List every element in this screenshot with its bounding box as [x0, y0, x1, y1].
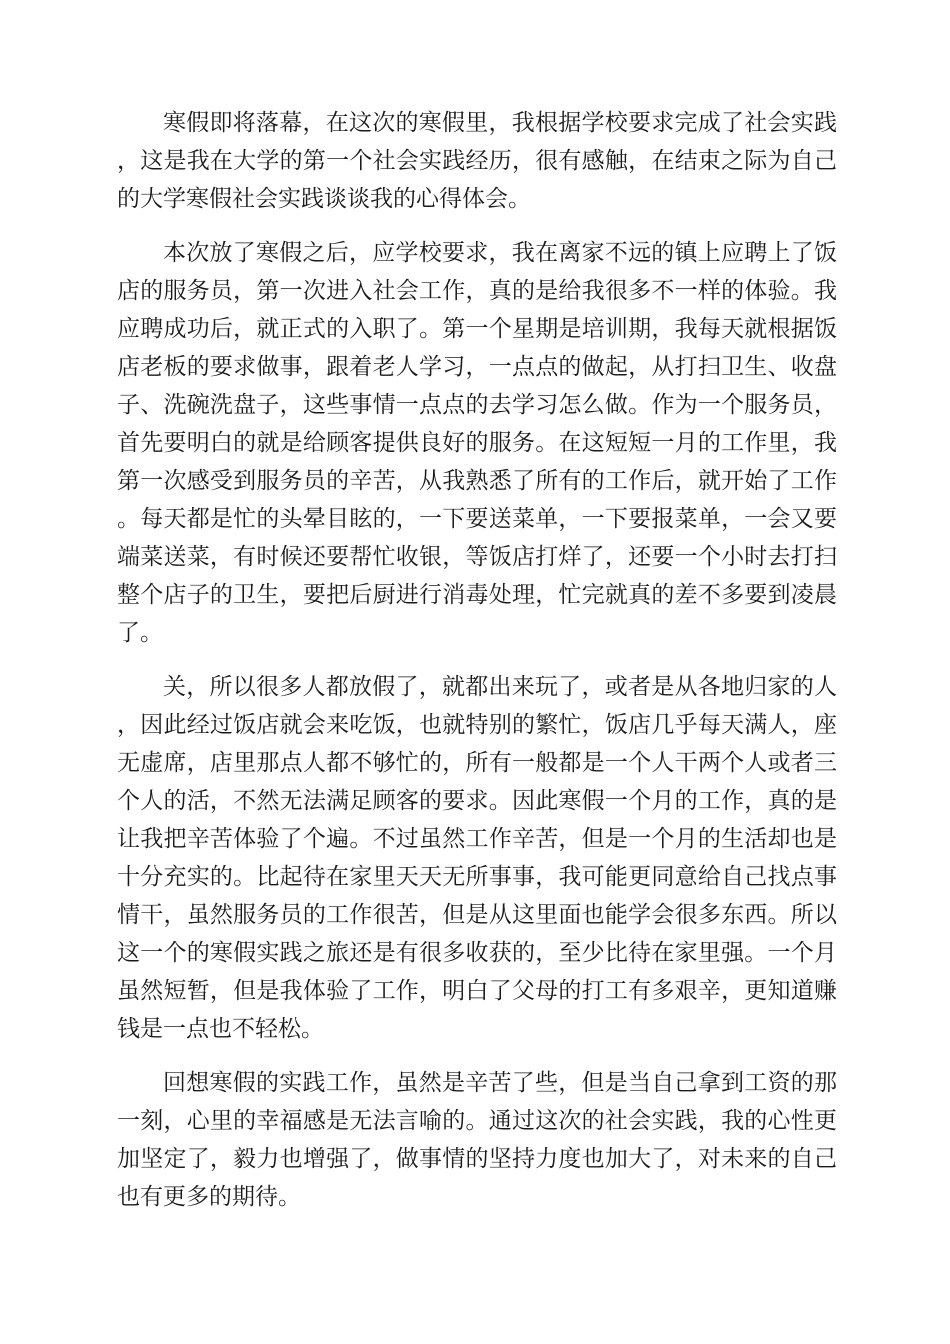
paragraph-3: 关，所以很多人都放假了，就都出来玩了，或者是从各地归家的人，因此经过饭店就会来吃饭，也就特别的繁忙，饭店几乎每天满人，座无虚席，店里那点人都不够忙的，所有一般都是一个人干两个人或者三个人的活，不然无法满足顾客的要求。因此寒假一个月的工作，真的是让我把辛苦体验了个遍。不过虽然工作辛苦，但是一个月的生活却也是十分充实的。比起待在家里天天无所事事，我可能更同意给自己找点事情干，虽然服务员的工作很苦，但是从这里面也能学会很多东西。所以这一个的寒假实践之旅还是有很多收获的，至少比待在家里强。一个月虽然短暂，但是我体验了工作，明白了父母的打工有多艰辛，更知道赚钱是一点也不轻松。: [117, 674, 837, 1042]
paragraph-2: 本次放了寒假之后，应学校要求，我在离家不远的镇上应聘上了饭店的服务员，第一次进入社会工作，真的是给我很多不一样的体验。我应聘成功后，就正式的入职了。第一个星期是培训期，我每天就根据饭店老板的要求做事，跟着老人学习，一点点的做起，从打扫卫生、收盘子、洗碗洗盘子，这些事情一点点的去学习怎么做。作为一个服务员，首先要明白的就是给顾客提供良好的服务。在这短短一月的工作里，我第一次感受到服务员的辛苦，从我熟悉了所有的工作后，就开始了工作。每天都是忙的头晕目眩的，一下要送菜单，一下要报菜单，一会又要端菜送菜，有时候还要帮忙收银，等饭店打烊了，还要一个小时去打扫整个店子的卫生，要把后厨进行消毒处理，忙完就真的差不多要到凌晨了。: [117, 240, 837, 646]
paragraph-1: 寒假即将落幕，在这次的寒假里，我根据学校要求完成了社会实践，这是我在大学的第一个社会实践经历，很有感触，在结束之际为自己的大学寒假社会实践谈谈我的心得体会。: [117, 110, 837, 212]
document-body: [117, 104, 837, 1232]
paragraph-4: 回想寒假的实践工作，虽然是辛苦了些，但是当自己拿到工资的那一刻，心里的幸福感是无法言喻的。通过这次的社会实践，我的心性更加坚定了，毅力也增强了，做事情的坚持力度也加大了，对未来的自己也有更多的期待。: [117, 1070, 837, 1210]
